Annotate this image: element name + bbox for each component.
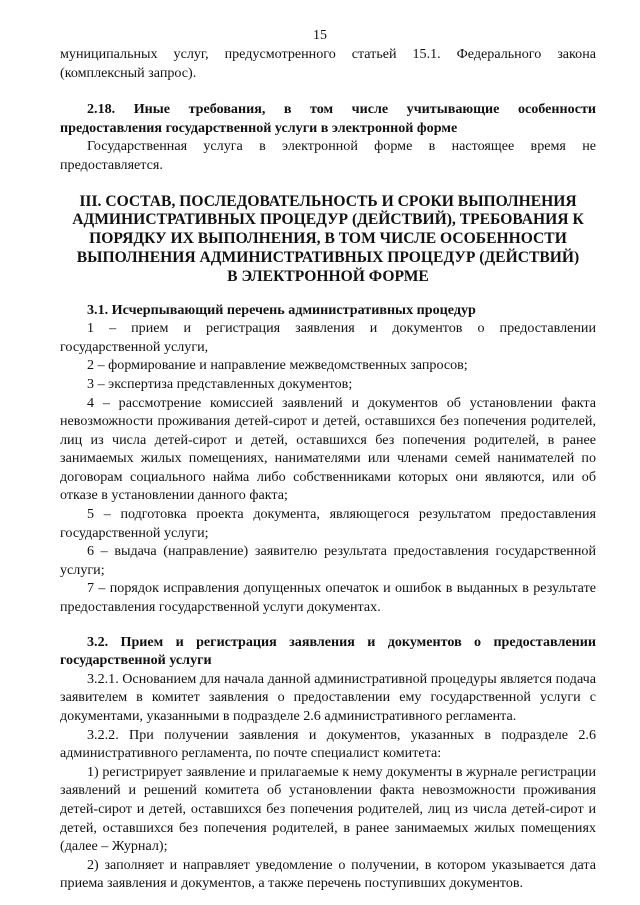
section-3-title: III. СОСТАВ, ПОСЛЕДОВАТЕЛЬНОСТЬ И СРОКИ ВЫПОЛНЕНИЯ АДМИНИСТРАТИВНЫХ ПРОЦЕДУР (ДЕЙСТВИЙ), ТРЕБОВАНИЯ К ПОРЯДКУ ИХ ВЫПОЛНЕНИЯ, В ТОМ ЧИСЛЕ ОСОБЕННОСТИ ВЫПОЛНЕНИЯ АДМИНИСТРАТИВНЫХ ПРОЦЕДУР (ДЕЙСТВИЙ) В ЭЛЕКТРОННОЙ ФОРМЕ <box>72 192 584 285</box>
section-3-1-heading: 3.1. Исчерпывающий перечень административных процедур <box>87 301 476 318</box>
procedure-list-item: 4 – рассмотрение комиссией заявлений и документов об установлении факта невозможности проживания детей-сирот и детей, оставшихся без попечения родителей, лиц из числа детей-сирот и детей, оставшихся без попечения родителей, в ранее занимаемых жилых помещениях, нанимателями или членами семей нанимателей по договорам социального найма либо собственниками которых они являются, или об отказе в установлении данного факта; <box>60 394 596 504</box>
procedure-list-item: 7 – порядок исправления допущенных опечаток и ошибок в выданных в результате предоставления государственной услуги документах. <box>60 580 596 616</box>
procedure-list-item: 2 – формирование и направление межведомственных запросов; <box>87 357 468 374</box>
section-3-2-heading: 3.2. Прием и регистрация заявления и документов о предоставлении государственной услуги <box>60 633 596 669</box>
procedure-list-item: 1 – прием и регистрация заявления и документов о предоставлении государственной услуги, <box>60 320 596 355</box>
section-2-18-heading: 2.18. Иные требования, в том числе учитывающие особенности предоставления государственной услуги в электронной форме <box>60 101 596 136</box>
section-2-18-text: Государственная услуга в электронной форме в настоящее время не предоставляется. <box>60 138 596 173</box>
procedure-list-item: 3 – экспертиза представленных документов; <box>87 375 353 392</box>
page-number: 15 <box>313 28 327 43</box>
section-3-2-2-item-1: 1) регистрирует заявление и прилагаемые к нему документы в журнале регистрации заявлений и решений комитета об установлении факта невозможности проживания детей-сирот и детей, оставшихся без попечения родителей, лиц из числа детей-сирот и детей, оставшихся без попечения родителей, в ранее занимаемых жилых помещениях (далее – Журнал); <box>60 763 596 855</box>
section-3-2-1-text: 3.2.1. Основанием для начала данной административной процедуры является подача заявителем в комитет заявления о предоставлении ему государственной услуги с документами, указанными в подразделе 2.6 административного регламента. <box>60 670 596 725</box>
document-body <box>60 45 596 893</box>
intro-continuation: муниципальных услуг, предусмотренного статьей 15.1. Федерального закона (комплексный запрос). <box>60 46 596 81</box>
procedure-list-item: 6 – выдача (направление) заявителю результата предоставления государственной услуги; <box>60 543 596 578</box>
procedure-list-item: 5 – подготовка проекта документа, являющегося результатом предоставления государственной услуги; <box>60 506 596 541</box>
section-3-2-2-text: 3.2.2. При получении заявления и документов, указанных в подразделе 2.6 административного регламента, по почте специалист комитета: <box>60 726 596 762</box>
section-3-2-2-item-2: 2) заполняет и направляет уведомление о получении, в котором указывается дата приема заявления и документов, а также перечень поступивших документов. <box>60 856 596 892</box>
